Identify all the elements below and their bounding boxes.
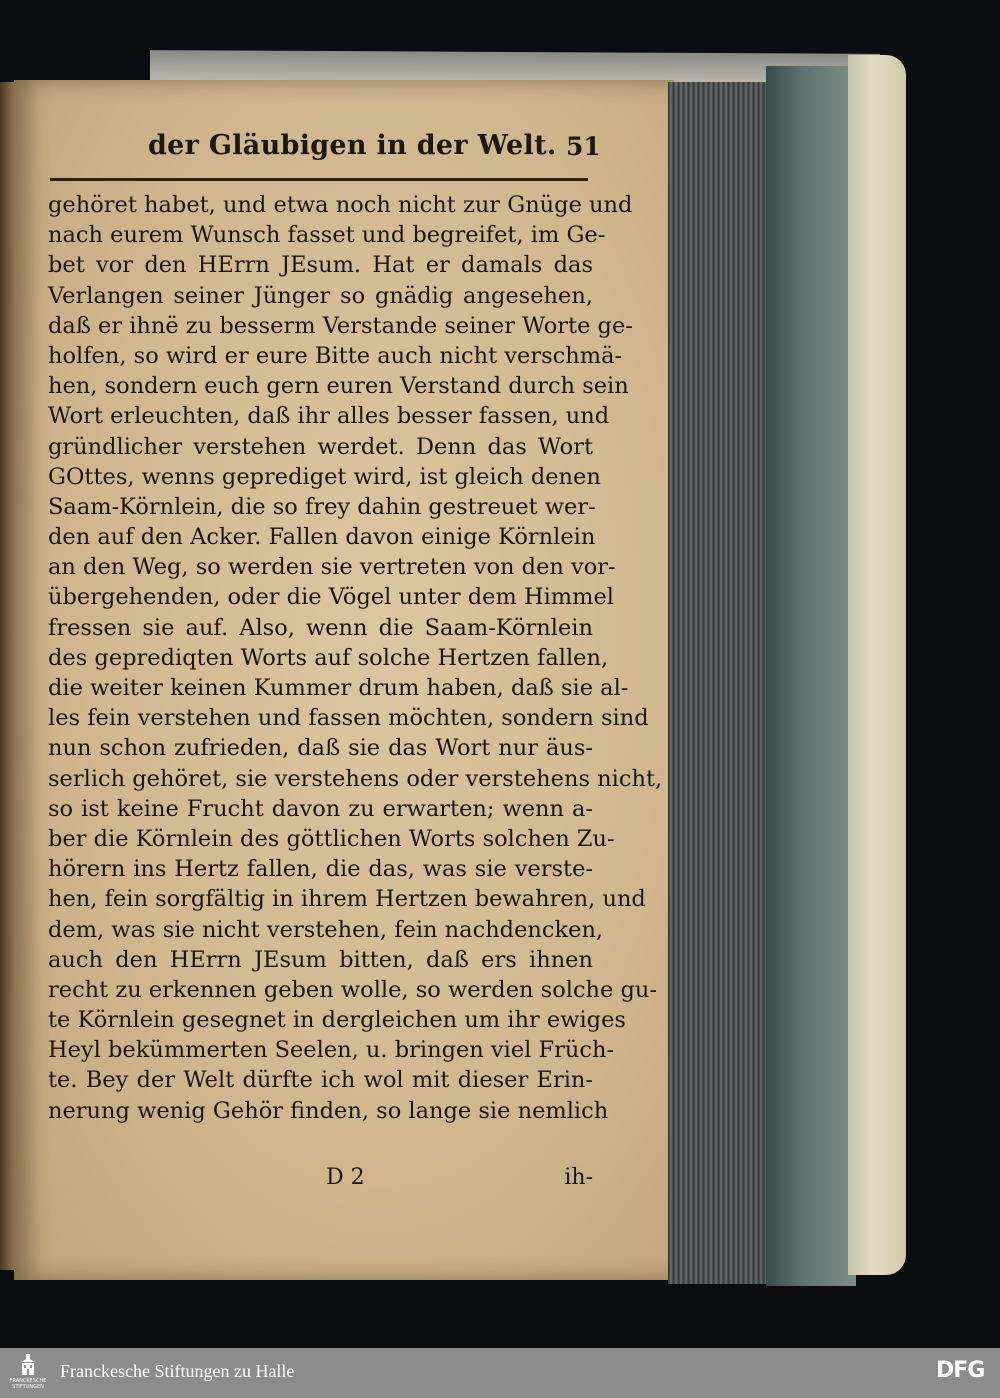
text-line: hörern ins Hertz fallen, die das, was sie verste- — [48, 856, 593, 883]
text-line: recht zu erkennen geben wolle, so werden solche gu- — [48, 976, 657, 1003]
signature-mark: D 2 — [326, 1165, 365, 1190]
text-line: holfen, so wird er eure Bitte auch nicht verschmä- — [48, 342, 623, 369]
book-spine — [848, 55, 906, 1275]
text-line: te. Bey der Welt dürfte ich wol mit dieser Erin- — [48, 1067, 593, 1094]
text-line: nun schon zufrieden, daß sie das Wort nur äus- — [48, 735, 593, 762]
catchword: ih- — [564, 1165, 593, 1190]
text-line: auch den HErrn JEsum bitten, daß ers ihnen — [48, 946, 593, 973]
text-line: dem, was sie nicht verstehen, fein nachdencken, — [48, 916, 604, 943]
text-line: übergehenden, oder die Vögel unter dem Himmel — [48, 584, 614, 611]
body-text — [48, 190, 663, 1126]
franckesche-logo[interactable] — [8, 1354, 48, 1392]
text-line: an den Weg, so werden sie vertreten von den vor- — [48, 554, 616, 581]
viewer-footer — [0, 1348, 1000, 1398]
page-header — [148, 130, 601, 170]
running-head: der Gläubigen in der Welt. — [148, 130, 557, 161]
text-line: Verlangen seiner Jünger so gnädig angesehen, — [48, 282, 593, 309]
page-number: 51 — [566, 132, 601, 161]
text-line: Heyl bekümmerten Seelen, u. bringen viel Früch- — [48, 1037, 615, 1064]
text-line: hen, sondern euch gern euren Verstand durch sein — [48, 373, 629, 400]
logo-text-line2: STIFTUNGEN — [12, 1384, 44, 1390]
text-line: den auf den Acker. Fallen davon einige Körnlein — [48, 524, 596, 551]
text-line: nerung wenig Gehör finden, so lange sie nemlich — [48, 1097, 609, 1124]
text-line: bet vor den HErrn JEsum. Hat er damals das — [48, 252, 593, 279]
building-icon — [20, 1354, 36, 1376]
text-line: des geprediqten Worts auf solche Hertzen fallen, — [48, 644, 609, 671]
text-line: gründlicher verstehen werdet. Denn das Wort — [48, 433, 593, 460]
dfg-logo[interactable]: DFG — [936, 1358, 985, 1383]
text-line: serlich gehöret, sie verstehens oder verstehens nicht, — [48, 765, 663, 792]
text-line: Wort erleuchten, daß ihr alles besser fassen, und — [48, 403, 610, 430]
text-line: GOttes, wenns geprediget wird, ist gleich denen — [48, 463, 601, 490]
logo-text — [8, 1378, 48, 1390]
text-line: so ist keine Frucht davon zu erwarten; wenn a- — [48, 795, 593, 822]
text-line: die weiter keinen Kummer drum haben, daß sie al- — [48, 675, 629, 701]
institution-name[interactable]: Franckesche Stiftungen zu Halle — [60, 1361, 295, 1381]
text-line: daß er ihnë zu besserm Verstande seiner Worte ge- — [48, 312, 633, 339]
header-rule — [50, 178, 588, 181]
text-line: les fein verstehen und fassen möchten, sondern sind — [48, 705, 649, 732]
book-cover-board — [766, 66, 856, 1286]
page-edge-stack — [668, 82, 766, 1284]
text-line: ber die Körnlein des göttlichen Worts solchen Zu- — [48, 825, 615, 852]
text-line: Saam-Körnlein, die so frey dahin gestreuet wer- — [48, 493, 596, 520]
text-line: te Körnlein gesegnet in dergleichen um ihr ewiges — [48, 1007, 626, 1034]
page-foot — [48, 1165, 593, 1197]
text-line: gehöret habet, und etwa noch nicht zur Gnüge und — [48, 192, 633, 218]
text-line: hen, fein sorgfältig in ihrem Hertzen bewahren, und — [48, 886, 646, 913]
logo-text-line1: FRANCKESCHE — [9, 1378, 47, 1384]
text-line: fressen sie auf. Also, wenn die Saam-Körnlein — [48, 614, 593, 641]
text-line: nach eurem Wunsch fasset und begreifet, im Ge- — [48, 222, 606, 249]
